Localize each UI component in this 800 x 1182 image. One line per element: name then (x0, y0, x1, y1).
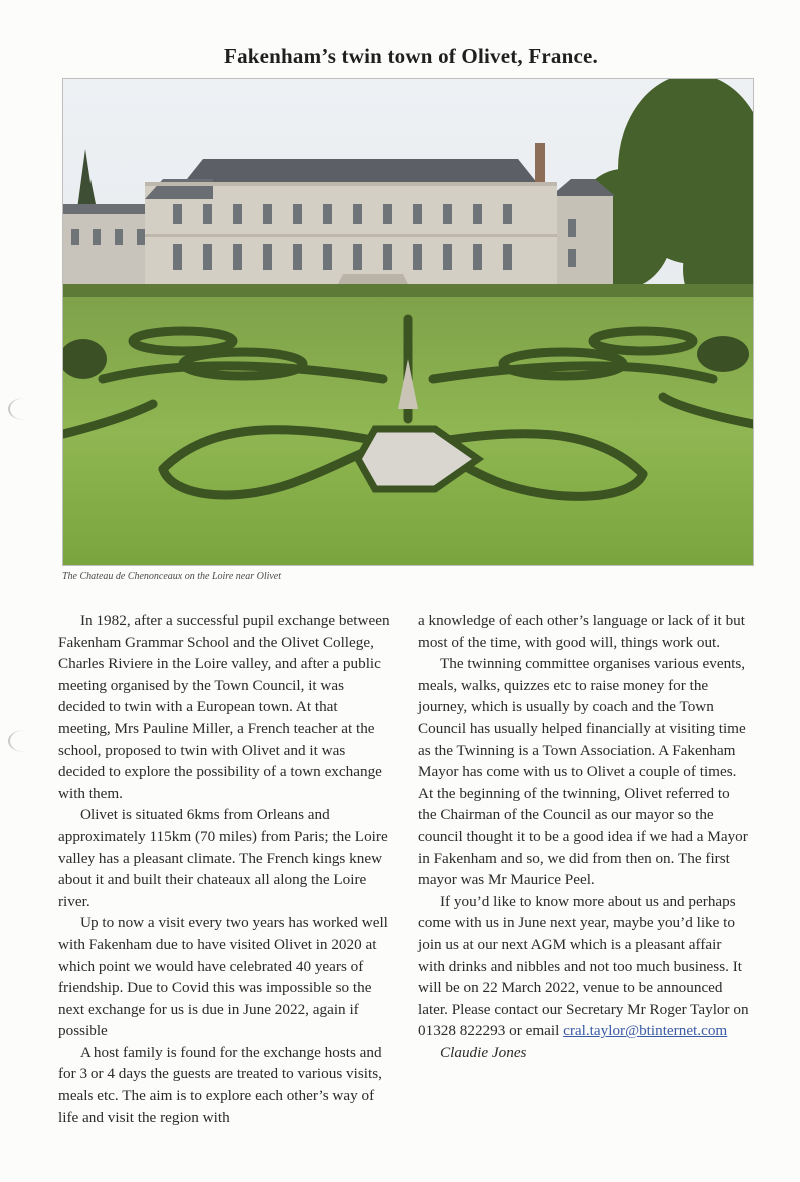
right-column (418, 610, 750, 1063)
paragraph: Olivet is situated 6kms from Orleans and approximately 115km (70 miles) from Paris; the Loire valley has a pleasant climate. The French kings knew about it and built their chateaux all along the Loire river. (58, 806, 388, 910)
paragraph: A host family is found for the exchange hosts and for 3 or 4 days the guests are treated to various visits, meals etc. The aim is to explore each other’s way of life and visit the region with (58, 1043, 382, 1126)
article-title: Fakenham’s twin town of Olivet, France. (224, 44, 598, 68)
contact-paragraph (418, 891, 750, 1042)
chateau-photo (62, 78, 754, 566)
paragraph-continued: a knowledge of each other’s language or lack of it but most of the time, with good will, things work out. (418, 612, 745, 651)
paragraph: In 1982, after a successful pupil exchange between Fakenham Grammar School and the Olivet College, Charles Riviere in the Loire valley, and after a public meeting organised by the Town Council, it was decided to twin with a European town. At that meeting, Mrs Pauline Miller, a French teacher at the school, proposed to twin with Olivet and it was decided to explore the possibility of a town exchange with them. (58, 612, 390, 802)
photo-caption: The Chateau de Chenonceaux on the Loire near Olivet (62, 571, 282, 582)
paragraph: Up to now a visit every two years has worked well with Fakenham due to have visited Olivet in 2020 at which point we would have celebrated 40 years of friendship. Due to Covid this was impossible so the next exchange for us is due in June 2022, again if possible (58, 914, 388, 1040)
paragraph: The twinning committee organises various events, meals, walks, quizzes etc to raise money for the journey, which is usually by coach and the Town Council has usually helped financially at visiting time as the Twinning is a Town Association. A Fakenham Mayor has come with us to Olivet a couple of times. At the beginning of the twinning, Olivet referred to the Chairman of the Council as our mayor so the council thought it to be a good idea if we had a Mayor in Fakenham and so, we did from then on. The first mayor was Mr Maurice Peel. (418, 655, 748, 889)
punch-hole-mark (8, 398, 40, 420)
punch-hole-mark (8, 730, 40, 752)
left-column (58, 610, 390, 1128)
author-signature: Claudie Jones (440, 1043, 527, 1061)
email-link[interactable]: cral.taylor@btinternet.com (563, 1022, 728, 1040)
contact-text: If you’d like to know more about us and perhaps come with us in June next year, maybe you’d like to join us at our next AGM which is a pleasant affair with drinks and nibbles and not too much business. It will be on 22 March 2022, venue to be announced later. Please contact our Secretary Mr Roger Taylor on 01328 822293 or email (418, 892, 749, 1040)
